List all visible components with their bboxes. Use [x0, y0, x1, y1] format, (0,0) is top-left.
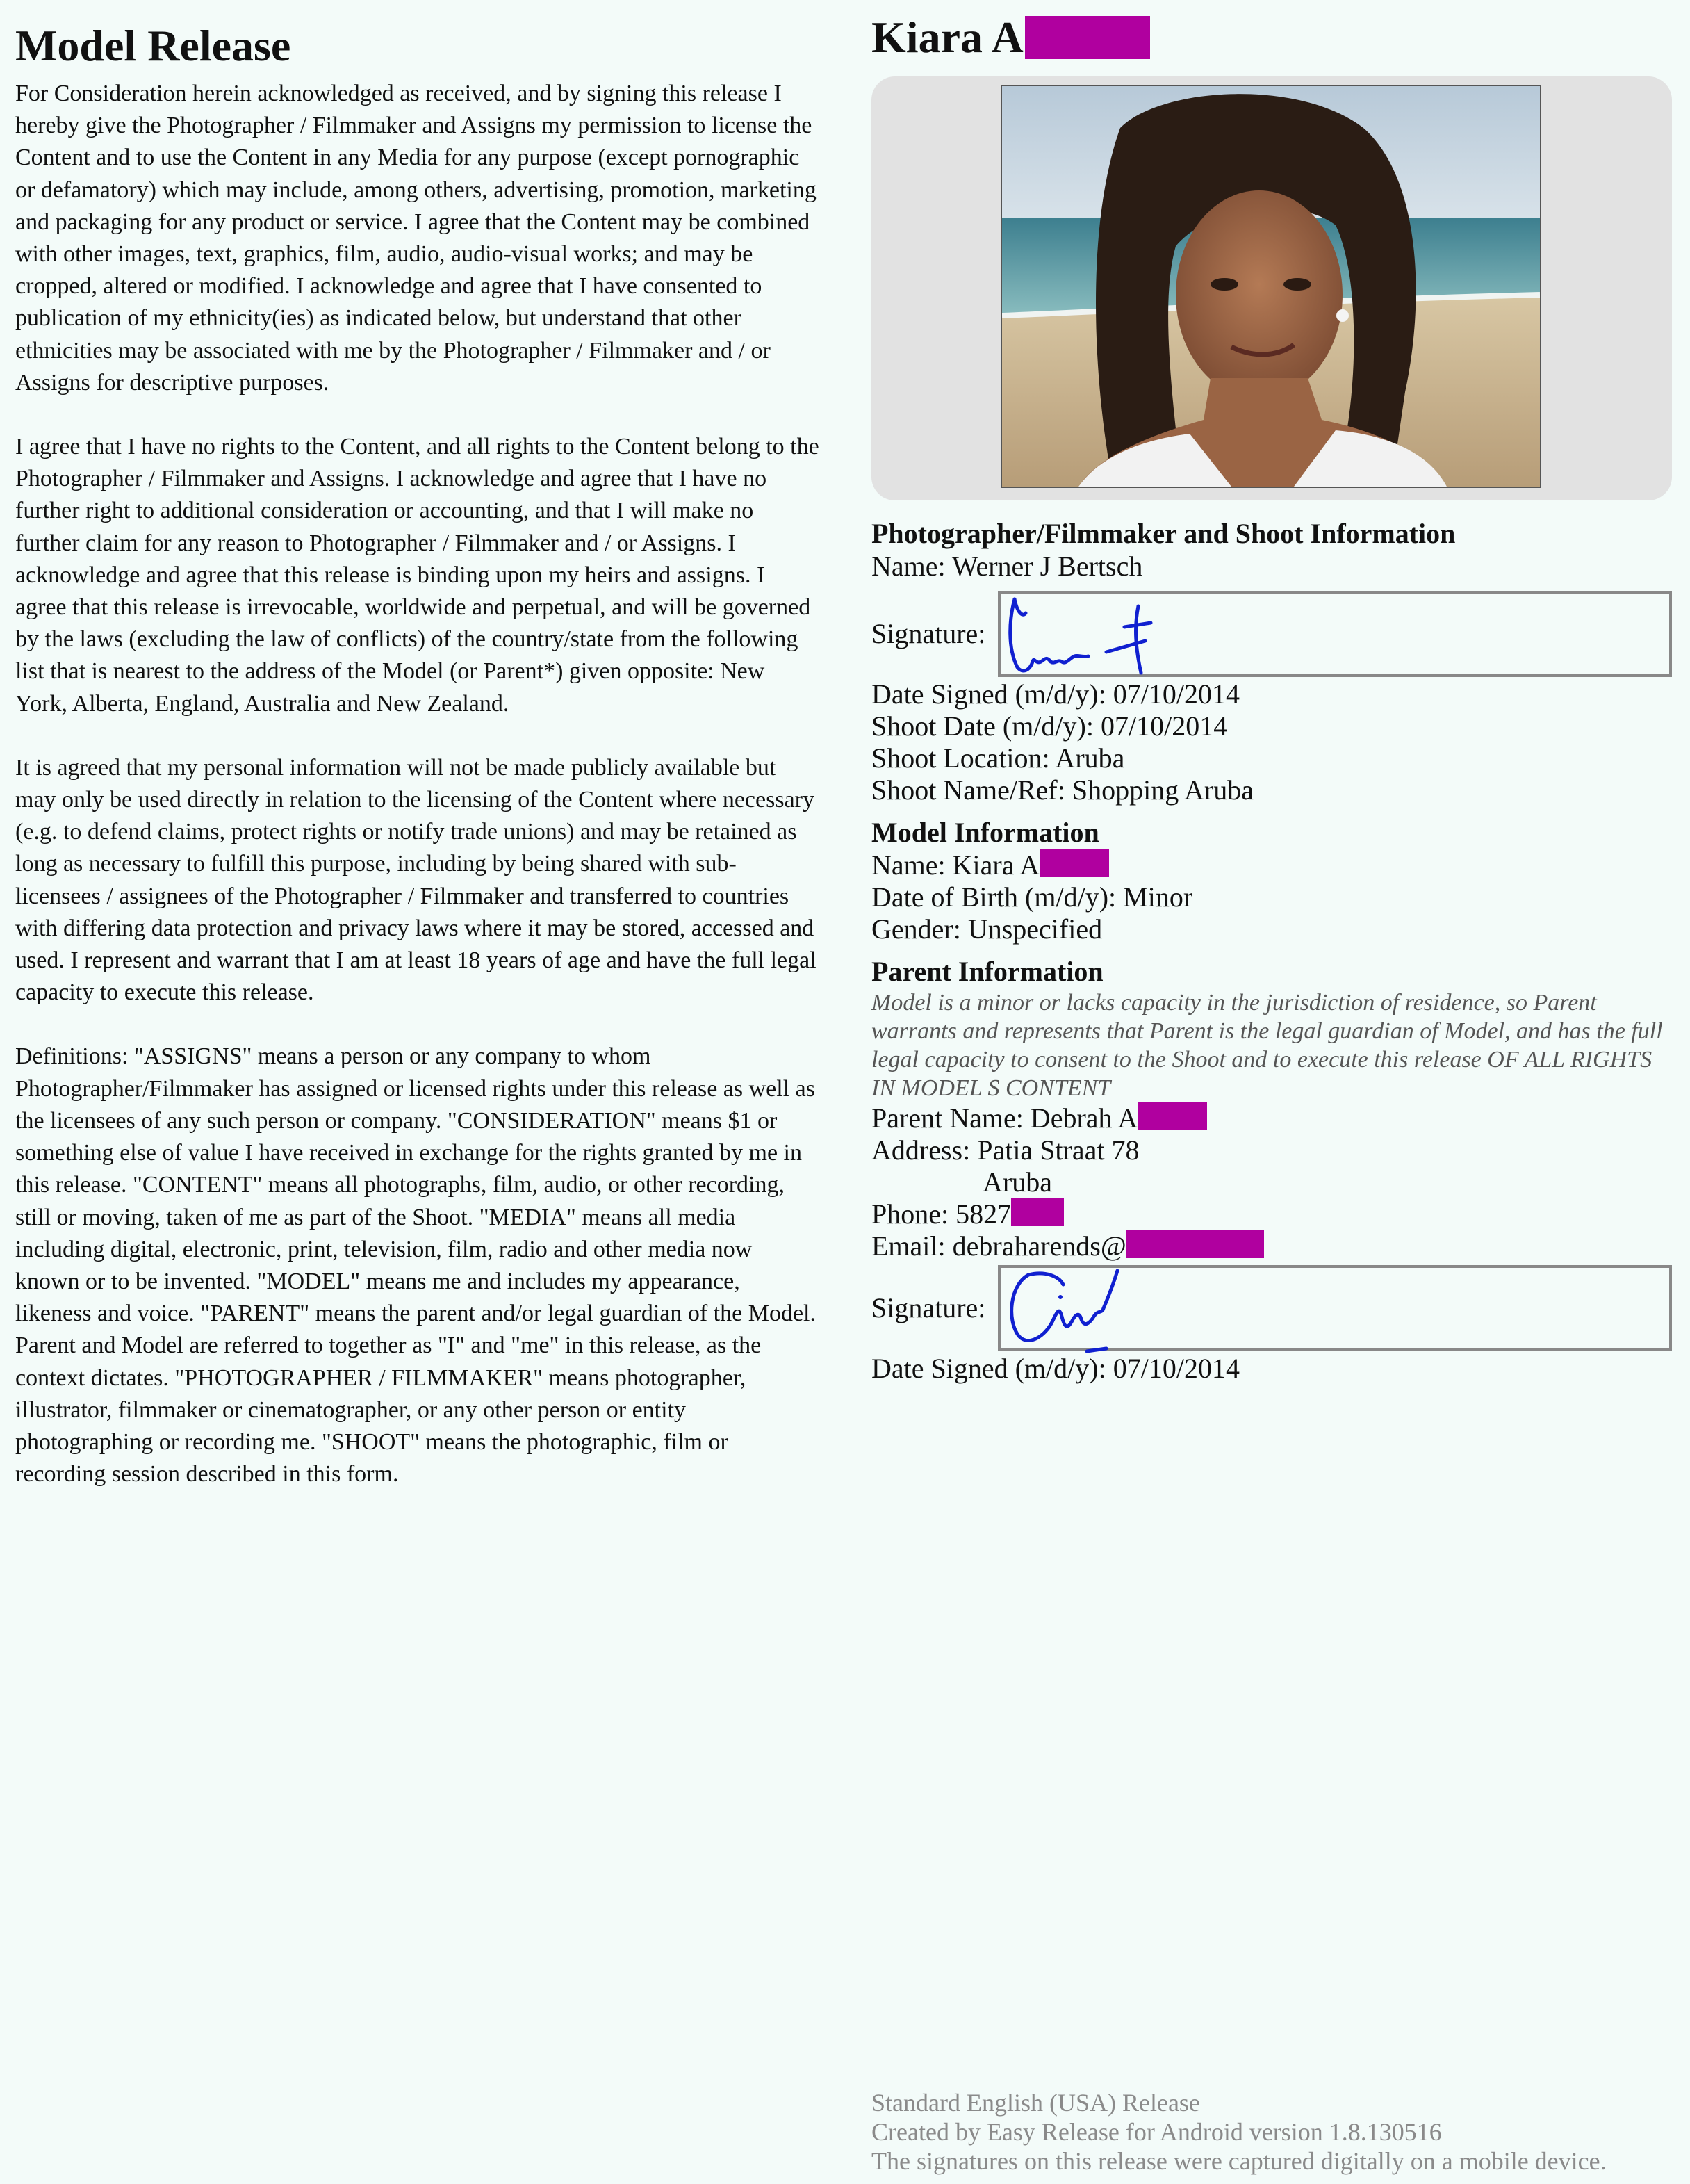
footer-signature-note: The signatures on this release were captured digitally on a mobile device. — [871, 2147, 1607, 2175]
parent-address-line2: Aruba — [983, 1166, 1052, 1198]
redaction-bar — [1138, 1102, 1207, 1130]
parent-section-heading: Parent Information — [871, 956, 1104, 987]
release-paragraph-privacy: It is agreed that my personal information will not be made publicly available but may only be used directly in relation to the licensing of the Content where necessary (e.g. to defend claims, protect rights or notify trade unions) and may be retained as long as necessary to fulfill this purpose, including by being shared with sub-licensees / assignees of the Photographer / Filmmaker and transferred to countries with differing data protection and privacy laws where it may be stored, accessed and used. I represent and warrant that I am at least 18 years of age and have the full legal capacity to execute this release. — [15, 754, 817, 1006]
model-photo — [1001, 85, 1541, 488]
parent-signature-box — [998, 1265, 1672, 1351]
info-column — [871, 10, 1675, 1385]
photographer-signature-image — [1002, 592, 1155, 676]
parent-signature-image — [1003, 1264, 1170, 1361]
parent-email-row — [871, 1230, 1675, 1262]
model-name-heading-text: Kiara A — [871, 13, 1024, 62]
parent-address-line1: Address: Patia Straat 78 — [871, 1134, 1140, 1166]
parent-name: Parent Name: Debrah A — [871, 1102, 1138, 1134]
document-title: Model Release — [15, 21, 291, 70]
redaction-bar — [1011, 1198, 1064, 1226]
model-dob: Date of Birth (m/d/y): Minor — [871, 881, 1193, 913]
parent-section — [871, 955, 1675, 1385]
photographer-section-heading: Photographer/Filmmaker and Shoot Information — [871, 518, 1456, 549]
parent-name-row — [871, 1102, 1675, 1134]
photographer-signature-box — [998, 591, 1672, 677]
model-name-heading — [871, 10, 1675, 65]
shoot-name: Shoot Name/Ref: Shopping Aruba — [871, 774, 1254, 806]
release-paragraph-consideration: For Consideration herein acknowledged as received, and by signing this release I hereby give the Photographer / Filmmaker and Assigns my permission to license the Content and to use the Content in any Media for any purpose (except pornographic or defamatory) which may include, among others, advertising, promotion, marketing and packaging for any product or service. I agree that the Content may be combined with other images, text, graphics, film, audio, audio-visual works; and may be cropped, altered or modified. I acknowledge and agree that I have consented to publication of my ethnicity(ies) as indicated below, but understand that other ethnicities may be associated with me by the Photographer / Filmmaker and / or Assigns for descriptive purposes. — [15, 81, 817, 396]
photo-panel — [871, 76, 1672, 500]
photographer-name: Name: Werner J Bertsch — [871, 551, 1143, 582]
parent-signature-row — [871, 1265, 1675, 1351]
parent-phone-row — [871, 1198, 1675, 1230]
footer-created-by: Created by Easy Release for Android version 1.8.130516 — [871, 2118, 1442, 2146]
model-section — [871, 816, 1675, 945]
redaction-bar — [1025, 16, 1150, 59]
redaction-bar — [1040, 849, 1109, 877]
model-name: Name: Kiara A — [871, 849, 1040, 881]
model-section-heading: Model Information — [871, 817, 1099, 848]
photographer-signature-row — [871, 591, 1675, 677]
parent-phone: Phone: 5827 — [871, 1198, 1012, 1230]
photographer-section — [871, 517, 1675, 806]
release-footer — [871, 2088, 1607, 2176]
shoot-location: Shoot Location: Aruba — [871, 742, 1125, 774]
footer-release-type: Standard English (USA) Release — [871, 2089, 1200, 2117]
release-paragraph-definitions: Definitions: "ASSIGNS" means a person or any company to whom Photographer/Filmmaker has assigned or licensed rights under this release as well as the licensees of any such person or company. "CONSIDERATION" means $1 or something else of value I have received in exchange for the rights granted by me in this release. "CONTENT" means all photographs, film, audio, or other recording, still or moving, taken of me as part of the Shoot. "MEDIA" means all media including digital, electronic, print, television, film, radio and other media now known or to be invented. "MODEL" means me and includes my appearance, likeness and voice. "PARENT" means the parent and/or legal guardian of the Model. Parent and Model are referred to together as "I" and "me" in this release, as the context dictates. "PHOTOGRAPHER / FILMMAKER" means photographer, illustrator, filmmaker or cinematographer, or any other person or entity photographing or recording me. "SHOOT" means the photographic, film or recording session described in this form. — [15, 1043, 816, 1488]
release-paragraph-rights: I agree that I have no rights to the Content, and all rights to the Content belong to the Photographer / Filmmaker and Assigns. I acknowledge and agree that I have no further right to additional consideration or accounting, and that I will make no further claim for any reason to Photographer / Filmmaker and / or Assigns. I acknowledge and agree that this release is binding upon my heirs and assigns. I agree that this release is irrevocable, worldwide and perpetual, and will be governed by the laws (excluding the law of conflicts) of the country/state from the following list that is nearest to the address of the Model (or Parent*) given opposite: New York, Alberta, England, Australia and New Zealand. — [15, 434, 819, 717]
photographer-date-signed: Date Signed (m/d/y): 07/10/2014 — [871, 678, 1240, 710]
shoot-date: Shoot Date (m/d/y): 07/10/2014 — [871, 710, 1228, 742]
model-name-row — [871, 849, 1675, 881]
parent-email: Email: debraharends@ — [871, 1230, 1126, 1262]
model-gender: Gender: Unspecified — [871, 913, 1103, 945]
parent-note: Model is a minor or lacks capacity in the jurisdiction of residence, so Parent warrants and represents that Parent is the legal guardian of Model, and has the full legal capacity to consent to the Shoot and to execute this release OF ALL RIGHTS IN MODEL S CONTENT — [871, 990, 1663, 1101]
parent-signature-label: Signature: — [871, 1292, 986, 1323]
parent-date-signed: Date Signed (m/d/y): 07/10/2014 — [871, 1353, 1240, 1384]
redaction-bar — [1126, 1230, 1264, 1258]
release-text-column — [15, 19, 821, 1522]
photographer-signature-label: Signature: — [871, 618, 986, 649]
